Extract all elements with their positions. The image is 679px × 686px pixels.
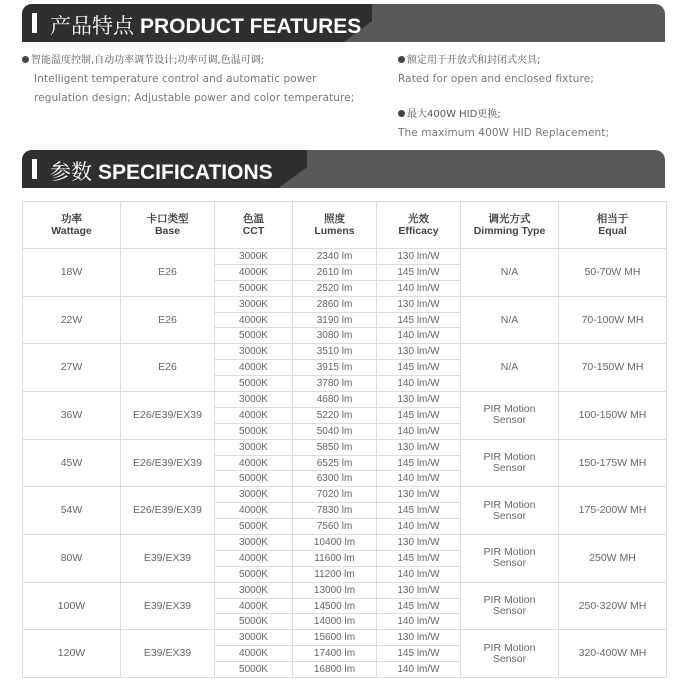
header-base <box>121 202 215 249</box>
header-en: Efficacy <box>398 225 439 237</box>
wattage-cell: 27W <box>23 344 121 392</box>
wattage-cell: 100W <box>23 582 121 630</box>
dimming-cell: PIR Motion Sensor <box>461 582 559 630</box>
bullet-icon <box>398 56 405 63</box>
header-lumens <box>293 202 377 249</box>
specifications-title <box>50 156 273 186</box>
efficacy-cell: 130 lm/W <box>377 582 461 598</box>
lumens-cell: 5850 lm <box>293 439 377 455</box>
lumens-cell: 6525 lm <box>293 455 377 471</box>
efficacy-cell: 145 lm/W <box>377 312 461 328</box>
cct-cell: 5000K <box>215 519 293 535</box>
specifications-title-en: SPECIFICATIONS <box>98 161 273 184</box>
lumens-cell: 3780 lm <box>293 376 377 392</box>
lumens-cell: 14000 lm <box>293 614 377 630</box>
dimming-cell: PIR Motion Sensor <box>461 630 559 678</box>
header-cn: 照度 <box>324 213 345 225</box>
cct-cell: 5000K <box>215 280 293 296</box>
cct-cell: 4000K <box>215 646 293 662</box>
efficacy-cell: 130 lm/W <box>377 249 461 265</box>
feature-cn: 智能温度控制,自动功率调节设计;功率可调,色温可调; <box>31 55 265 66</box>
cct-cell: 4000K <box>215 407 293 423</box>
base-cell: E26 <box>121 344 215 392</box>
efficacy-cell: 130 lm/W <box>377 439 461 455</box>
feature-item-3 <box>398 106 658 143</box>
base-cell: E39/EX39 <box>121 630 215 678</box>
header-cn: 功率 <box>61 213 82 225</box>
equal-cell: 70-150W MH <box>559 344 667 392</box>
equal-cell: 320-400W MH <box>559 630 667 678</box>
dimming-cell: N/A <box>461 344 559 392</box>
feature-item-1 <box>22 52 382 108</box>
cct-cell: 3000K <box>215 630 293 646</box>
header-dimming-type <box>461 202 559 249</box>
base-cell: E26/E39/EX39 <box>121 487 215 535</box>
cct-cell: 3000K <box>215 487 293 503</box>
features-title-en: PRODUCT FEATURES <box>140 15 362 38</box>
lumens-cell: 14500 lm <box>293 598 377 614</box>
equal-cell: 50-70W MH <box>559 249 667 297</box>
cct-cell: 3000K <box>215 344 293 360</box>
lumens-cell: 11600 lm <box>293 550 377 566</box>
cct-cell: 5000K <box>215 423 293 439</box>
efficacy-cell: 140 lm/W <box>377 471 461 487</box>
header-en: Wattage <box>51 225 92 237</box>
bullet-icon <box>22 56 29 63</box>
header-wattage <box>23 202 121 249</box>
feature-en-line: The maximum 400W HID Replacement; <box>398 127 610 139</box>
table-row <box>23 582 667 598</box>
cct-cell: 3000K <box>215 249 293 265</box>
efficacy-cell: 145 lm/W <box>377 598 461 614</box>
lumens-cell: 2860 lm <box>293 296 377 312</box>
table-row <box>23 439 667 455</box>
efficacy-cell: 140 lm/W <box>377 280 461 296</box>
specifications-banner <box>22 150 665 188</box>
dimming-cell: PIR Motion Sensor <box>461 439 559 487</box>
equal-cell: 150-175W MH <box>559 439 667 487</box>
bullet-icon <box>398 110 405 117</box>
table-row <box>23 296 667 312</box>
efficacy-cell: 145 lm/W <box>377 503 461 519</box>
wattage-cell: 18W <box>23 249 121 297</box>
cct-cell: 3000K <box>215 582 293 598</box>
equal-cell: 250W MH <box>559 535 667 583</box>
equal-cell: 70-100W MH <box>559 296 667 344</box>
cct-cell: 5000K <box>215 662 293 678</box>
header-equal <box>559 202 667 249</box>
lumens-cell: 3080 lm <box>293 328 377 344</box>
features-title <box>50 10 361 40</box>
lumens-cell: 4680 lm <box>293 392 377 408</box>
lumens-cell: 13000 lm <box>293 582 377 598</box>
table-row <box>23 487 667 503</box>
lumens-cell: 2610 lm <box>293 264 377 280</box>
base-cell: E26/E39/EX39 <box>121 392 215 440</box>
features-title-cn: 产品特点 <box>50 14 134 38</box>
header-efficacy <box>377 202 461 249</box>
lumens-cell: 10400 lm <box>293 535 377 551</box>
header-en: Lumens <box>314 225 355 237</box>
cct-cell: 5000K <box>215 376 293 392</box>
lumens-cell: 2520 lm <box>293 280 377 296</box>
lumens-cell: 15600 lm <box>293 630 377 646</box>
feature-en-line: Intelligent temperature control and automatic power <box>34 73 317 85</box>
lumens-cell: 2340 lm <box>293 249 377 265</box>
dimming-cell: PIR Motion Sensor <box>461 487 559 535</box>
lumens-cell: 5040 lm <box>293 423 377 439</box>
dimming-cell: N/A <box>461 296 559 344</box>
table-row <box>23 344 667 360</box>
cct-cell: 5000K <box>215 471 293 487</box>
banner-accent-bar <box>32 159 37 179</box>
specifications-title-cn: 参数 <box>50 160 92 184</box>
cct-cell: 5000K <box>215 566 293 582</box>
lumens-cell: 7560 lm <box>293 519 377 535</box>
table-body <box>23 249 667 678</box>
cct-cell: 4000K <box>215 264 293 280</box>
header-cn: 相当于 <box>596 213 629 225</box>
table-row <box>23 249 667 265</box>
efficacy-cell: 130 lm/W <box>377 392 461 408</box>
dimming-cell: PIR Motion Sensor <box>461 535 559 583</box>
table-row <box>23 535 667 551</box>
efficacy-cell: 130 lm/W <box>377 535 461 551</box>
equal-cell: 100-150W MH <box>559 392 667 440</box>
efficacy-cell: 140 lm/W <box>377 614 461 630</box>
efficacy-cell: 130 lm/W <box>377 344 461 360</box>
feature-en-line: regulation design; Adjustable power and color temperature; <box>34 92 355 104</box>
base-cell: E39/EX39 <box>121 582 215 630</box>
header-en: Dimming Type <box>473 225 546 237</box>
cct-cell: 5000K <box>215 614 293 630</box>
table-header-row <box>23 202 667 249</box>
efficacy-cell: 140 lm/W <box>377 662 461 678</box>
efficacy-cell: 130 lm/W <box>377 487 461 503</box>
cct-cell: 3000K <box>215 392 293 408</box>
lumens-cell: 17400 lm <box>293 646 377 662</box>
wattage-cell: 45W <box>23 439 121 487</box>
cct-cell: 3000K <box>215 296 293 312</box>
lumens-cell: 3190 lm <box>293 312 377 328</box>
lumens-cell: 11200 lm <box>293 566 377 582</box>
header-cn: 调光方式 <box>488 213 531 225</box>
base-cell: E26/E39/EX39 <box>121 439 215 487</box>
wattage-cell: 54W <box>23 487 121 535</box>
efficacy-cell: 140 lm/W <box>377 423 461 439</box>
dimming-cell: N/A <box>461 249 559 297</box>
efficacy-cell: 145 lm/W <box>377 455 461 471</box>
cct-cell: 4000K <box>215 455 293 471</box>
lumens-cell: 3915 lm <box>293 360 377 376</box>
lumens-cell: 16800 lm <box>293 662 377 678</box>
table-row <box>23 630 667 646</box>
wattage-cell: 80W <box>23 535 121 583</box>
feature-cn: 额定用于开放式和封闭式夹具; <box>407 55 541 66</box>
base-cell: E26 <box>121 296 215 344</box>
header-cn: 色温 <box>243 213 264 225</box>
lumens-cell: 3510 lm <box>293 344 377 360</box>
wattage-cell: 120W <box>23 630 121 678</box>
wattage-cell: 22W <box>23 296 121 344</box>
feature-cn: 最大400W HID更换; <box>407 109 501 120</box>
equal-cell: 175-200W MH <box>559 487 667 535</box>
efficacy-cell: 145 lm/W <box>377 360 461 376</box>
efficacy-cell: 140 lm/W <box>377 519 461 535</box>
cct-cell: 5000K <box>215 328 293 344</box>
efficacy-cell: 140 lm/W <box>377 566 461 582</box>
cct-cell: 4000K <box>215 550 293 566</box>
wattage-cell: 36W <box>23 392 121 440</box>
base-cell: E39/EX39 <box>121 535 215 583</box>
header-cn: 卡口类型 <box>146 213 189 225</box>
header-cn: 光效 <box>408 213 429 225</box>
efficacy-cell: 140 lm/W <box>377 376 461 392</box>
efficacy-cell: 145 lm/W <box>377 264 461 280</box>
header-en: Base <box>154 225 181 237</box>
cct-cell: 4000K <box>215 312 293 328</box>
efficacy-cell: 145 lm/W <box>377 550 461 566</box>
efficacy-cell: 130 lm/W <box>377 630 461 646</box>
efficacy-cell: 145 lm/W <box>377 646 461 662</box>
efficacy-cell: 140 lm/W <box>377 328 461 344</box>
cct-cell: 4000K <box>215 360 293 376</box>
base-cell: E26 <box>121 249 215 297</box>
feature-en-line: Rated for open and enclosed fixture; <box>398 73 594 85</box>
lumens-cell: 5220 lm <box>293 407 377 423</box>
lumens-cell: 6300 lm <box>293 471 377 487</box>
dimming-cell: PIR Motion Sensor <box>461 392 559 440</box>
cct-cell: 4000K <box>215 503 293 519</box>
features-banner <box>22 4 665 42</box>
equal-cell: 250-320W MH <box>559 582 667 630</box>
efficacy-cell: 145 lm/W <box>377 407 461 423</box>
cct-cell: 3000K <box>215 535 293 551</box>
feature-item-2 <box>398 52 658 89</box>
table-row <box>23 392 667 408</box>
efficacy-cell: 130 lm/W <box>377 296 461 312</box>
specifications-table <box>22 201 667 678</box>
lumens-cell: 7020 lm <box>293 487 377 503</box>
lumens-cell: 7830 lm <box>293 503 377 519</box>
cct-cell: 3000K <box>215 439 293 455</box>
header-en: Equal <box>598 225 627 237</box>
cct-cell: 4000K <box>215 598 293 614</box>
banner-accent-bar <box>32 13 37 33</box>
header-cct <box>215 202 293 249</box>
header-en: CCT <box>242 225 265 237</box>
